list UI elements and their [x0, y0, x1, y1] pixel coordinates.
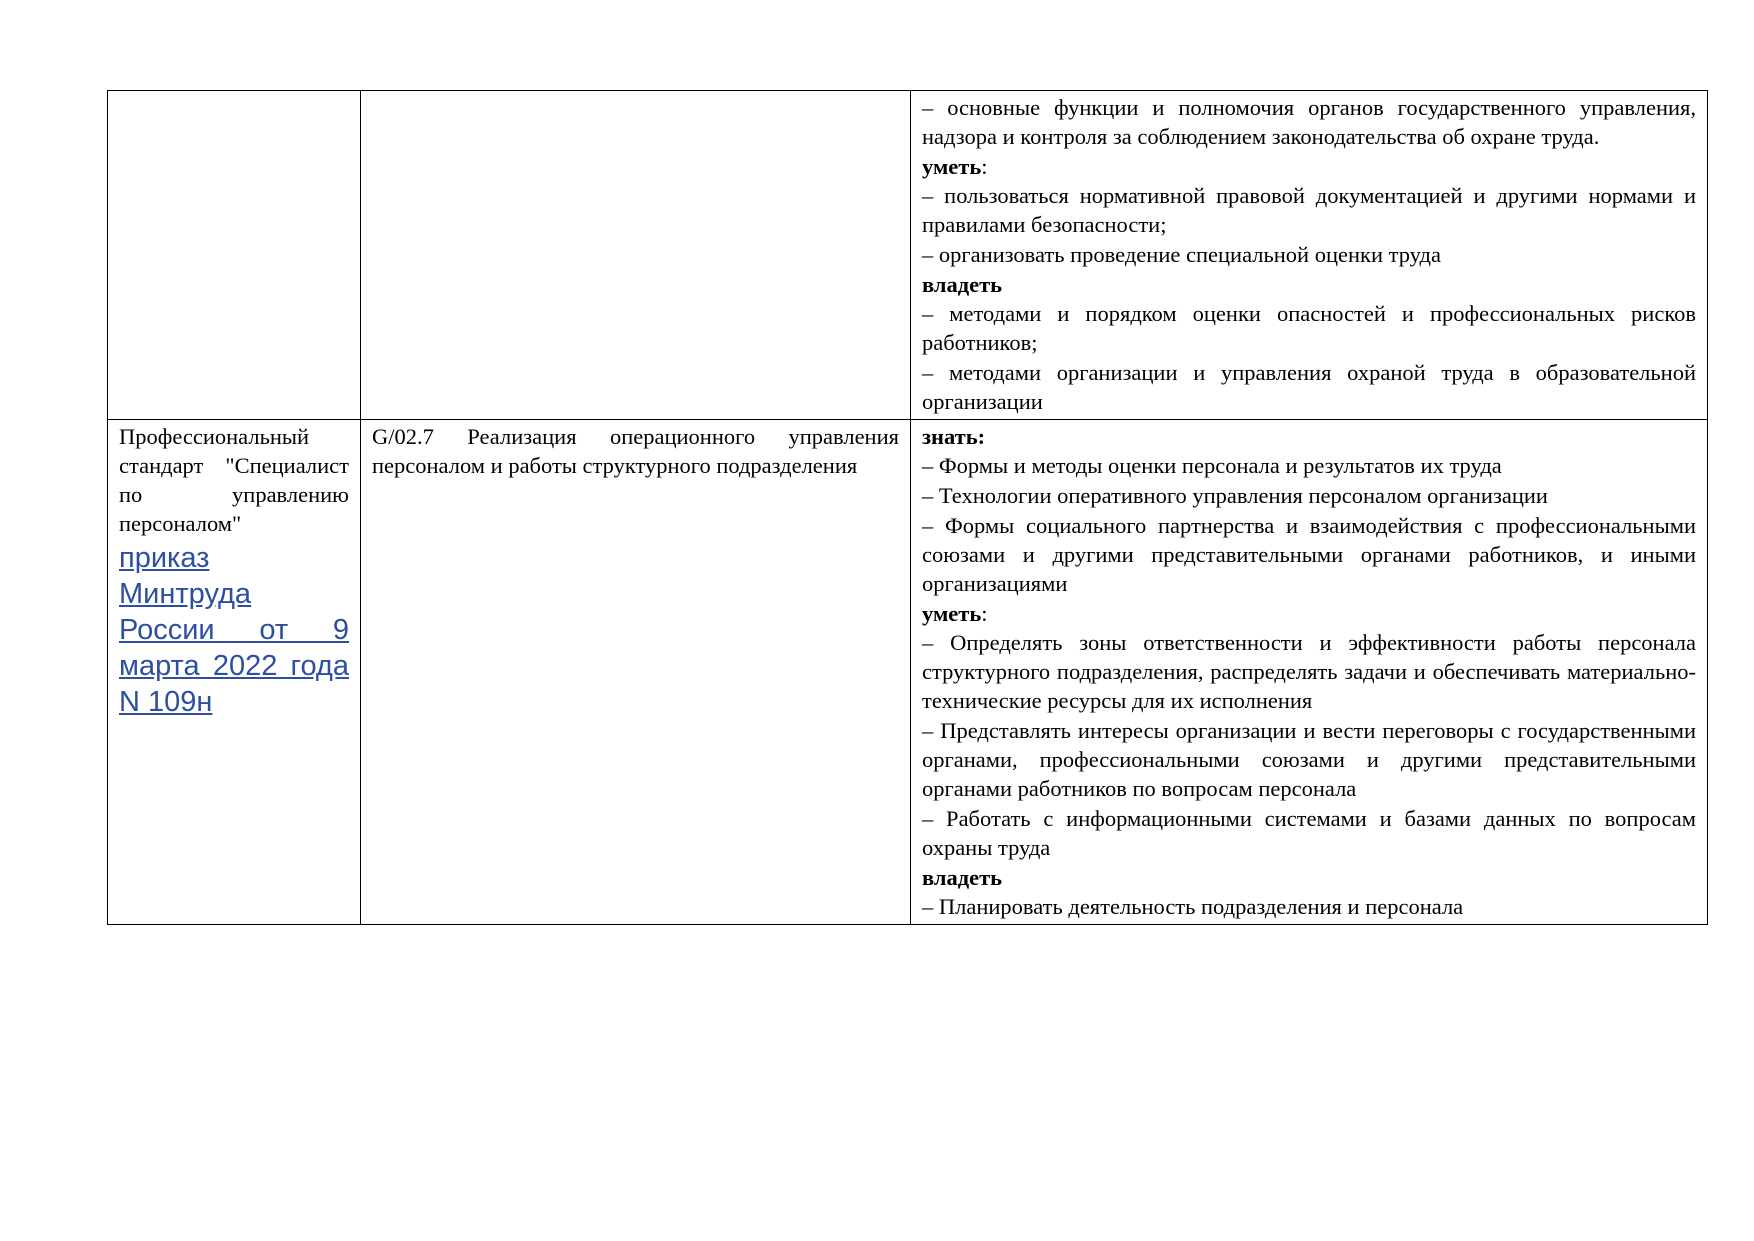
mastery-item: – Планировать деятельность подразделения и персонала	[922, 894, 1464, 919]
order-link[interactable]: приказ Минтруда России от 9 марта 2022 года N 109н	[119, 542, 349, 718]
requirements-cell	[911, 91, 1708, 420]
standard-name: Профессиональный стандарт "Специалист по управлению персоналом"	[119, 424, 349, 536]
table-row	[108, 420, 1708, 925]
skill-item: – Представлять интересы организации и вести переговоры с государственными органами, профессиональными союзами и другими представительными органами работников по вопросам персонала	[922, 718, 1696, 801]
standard-cell-empty	[108, 91, 361, 420]
skills-heading-label: уметь	[922, 601, 982, 626]
function-cell	[361, 420, 911, 925]
mastery-heading: владеть	[922, 272, 1003, 297]
knowledge-item: – Формы и методы оценки персонала и результатов их труда	[922, 453, 1502, 478]
table-row	[108, 91, 1708, 420]
knowledge-item: – Формы социального партнерства и взаимодействия с профессиональными союзами и другими представительными органами работников, и иными организациями	[922, 513, 1696, 596]
labor-function-text: G/02.7 Реализация операционного управления персоналом и работы структурного подразделения	[372, 424, 899, 478]
skill-item: – Определять зоны ответственности и эффективности работы персонала структурного подразделения, распределять задачи и обеспечивать материально-технические ресурсы для их исполнения	[922, 630, 1696, 713]
knowledge-item: – Технологии оперативного управления персоналом организации	[922, 483, 1548, 508]
skills-heading	[922, 152, 1696, 181]
requirements-cell	[911, 420, 1708, 925]
mastery-heading: владеть	[922, 865, 1003, 890]
skills-heading-colon: :	[981, 601, 988, 626]
mastery-item: – методами и порядком оценки опасностей и профессиональных рисков работников;	[922, 301, 1696, 355]
function-cell-empty	[361, 91, 911, 420]
skill-item: – Работать с информационными системами и базами данных по вопросам охраны труда	[922, 806, 1696, 860]
skill-item: – организовать проведение специальной оценки труда	[922, 242, 1441, 267]
skills-heading-label: уметь	[922, 154, 982, 179]
skills-heading	[922, 599, 1696, 628]
standard-cell	[108, 420, 361, 925]
knowledge-item: – основные функции и полномочия органов государственного управления, надзора и контроля за соблюдением законодательства об охране труда.	[922, 95, 1696, 149]
mastery-item: – методами организации и управления охраной труда в образовательной организации	[922, 360, 1696, 414]
skill-item: – пользоваться нормативной правовой документацией и другими нормами и правилами безопасности;	[922, 183, 1696, 237]
know-heading: знать:	[922, 424, 986, 449]
skills-heading-colon: :	[981, 154, 988, 179]
competency-table	[107, 90, 1708, 925]
